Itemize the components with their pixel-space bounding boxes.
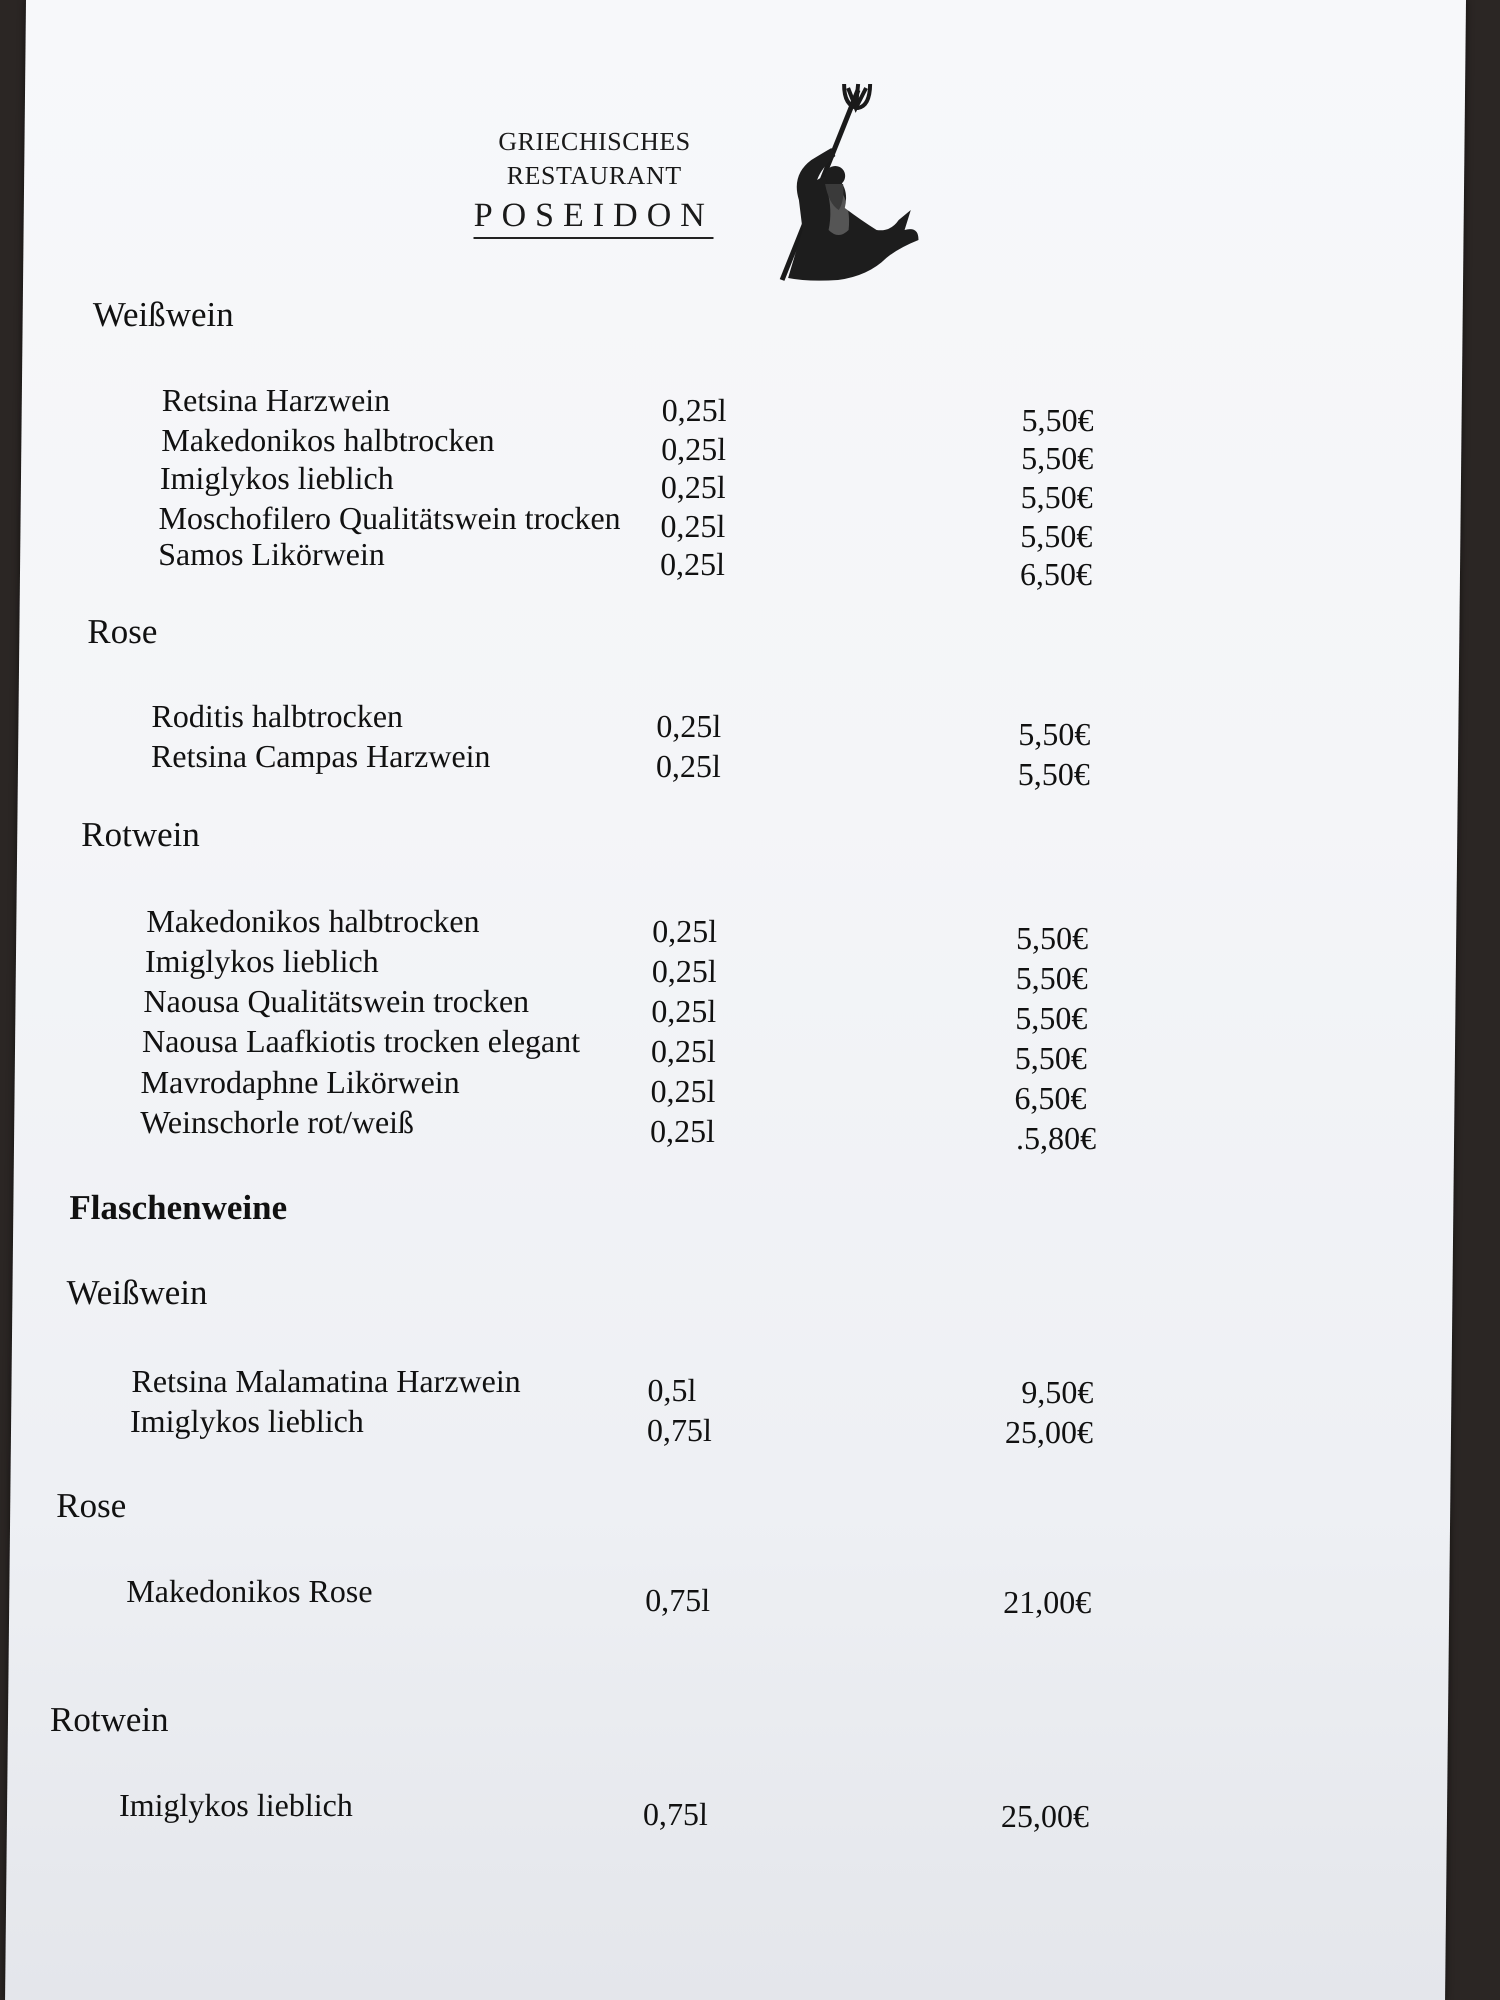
section-heading-weisswein: Weißwein <box>92 295 234 334</box>
list-item-price: 5,50€ <box>1020 479 1093 515</box>
menu-page <box>5 0 1466 2000</box>
list-item-price: 6,50€ <box>1014 1080 1087 1116</box>
list-item-volume: 0,5l <box>647 1372 697 1408</box>
list-item-name: Retsina Malamatina Harzwein <box>131 1363 521 1399</box>
section-heading-rotwein: Rotwein <box>49 1700 169 1739</box>
list-item-price: 5,50€ <box>1018 716 1091 752</box>
list-item-price: 5,50€ <box>1020 518 1093 554</box>
list-item-volume: 0,25l <box>649 1113 716 1149</box>
list-item-name: Imiglykos lieblich <box>144 943 379 979</box>
list-item-price: .5,80€ <box>1015 1120 1097 1156</box>
list-item-volume: 0,25l <box>655 748 722 784</box>
list-item-name: Naousa Qualitätswein trocken <box>143 983 530 1019</box>
list-item-volume: 0,25l <box>651 993 717 1029</box>
list-item-volume: 0,25l <box>656 708 722 744</box>
list-item-volume: 0,25l <box>650 1073 716 1109</box>
list-item-volume: 0,25l <box>650 1033 717 1069</box>
list-item-name: Imiglykos lieblich <box>159 460 394 496</box>
list-item-volume: 0,75l <box>642 1796 709 1832</box>
list-item-volume: 0,25l <box>660 508 726 544</box>
list-item-name: Makedonikos Rose <box>126 1573 373 1609</box>
list-item-price: 5,50€ <box>1017 756 1091 792</box>
list-item-volume: 0,25l <box>660 469 726 505</box>
list-item-name: Weinschorle rot/weiß <box>140 1104 415 1140</box>
list-item-price: 9,50€ <box>1021 1374 1094 1410</box>
list-item-name: Imiglykos lieblich <box>118 1787 354 1823</box>
list-item-price: 5,50€ <box>1021 440 1094 476</box>
list-item-volume: 0,75l <box>646 1412 713 1448</box>
list-item-price: 21,00€ <box>1003 1584 1092 1620</box>
list-item-name: Mavrodaphne Likörwein <box>140 1064 460 1100</box>
list-item-price: 5,50€ <box>1021 402 1094 438</box>
section-heading-rotwein: Rotwein <box>81 815 201 854</box>
list-item-price: 5,50€ <box>1015 1000 1088 1036</box>
list-item-name: Retsina Harzwein <box>161 382 391 418</box>
list-item-price: 5,50€ <box>1015 960 1088 996</box>
list-item-name: Makedonikos halbtrocken <box>146 903 480 939</box>
restaurant-header <box>443 125 744 239</box>
header-line-restaurant: RESTAURANT <box>506 161 682 190</box>
list-item-name: Samos Likörwein <box>158 536 386 572</box>
section-heading-rose: Rose <box>56 1486 127 1525</box>
list-item-volume: 0,25l <box>651 953 717 989</box>
list-item-name: Naousa Laafkiotis trocken elegant <box>141 1023 581 1059</box>
header-line-griechisches: GRIECHISCHES <box>498 127 691 156</box>
list-item-volume: 0,25l <box>661 392 727 428</box>
list-item-volume: 0,75l <box>645 1582 711 1618</box>
list-item-name: Retsina Campas Harzwein <box>150 738 491 774</box>
list-item-price: 25,00€ <box>1004 1414 1094 1450</box>
section-heading-rose: Rose <box>87 612 158 651</box>
list-item-volume: 0,25l <box>652 913 718 949</box>
list-item-name: Imiglykos lieblich <box>129 1403 365 1439</box>
list-item-name: Moschofilero Qualitätswein trocken <box>158 500 621 536</box>
list-item-volume: 0,25l <box>661 431 727 467</box>
section-heading-flaschenweine: Flaschenweine <box>69 1188 288 1227</box>
list-item-name: Roditis halbtrocken <box>151 698 404 734</box>
list-item-price: 25,00€ <box>1000 1798 1090 1834</box>
section-heading-weisswein: Weißwein <box>66 1273 208 1312</box>
list-item-price: 5,50€ <box>1015 920 1089 956</box>
list-item-name: Makedonikos halbtrocken <box>161 422 495 458</box>
poseidon-trident-icon <box>768 80 930 285</box>
restaurant-name: POSEIDON <box>473 197 714 239</box>
list-item-price: 6,50€ <box>1019 556 1093 592</box>
list-item-volume: 0,25l <box>659 546 726 582</box>
list-item-price: 5,50€ <box>1014 1040 1088 1076</box>
